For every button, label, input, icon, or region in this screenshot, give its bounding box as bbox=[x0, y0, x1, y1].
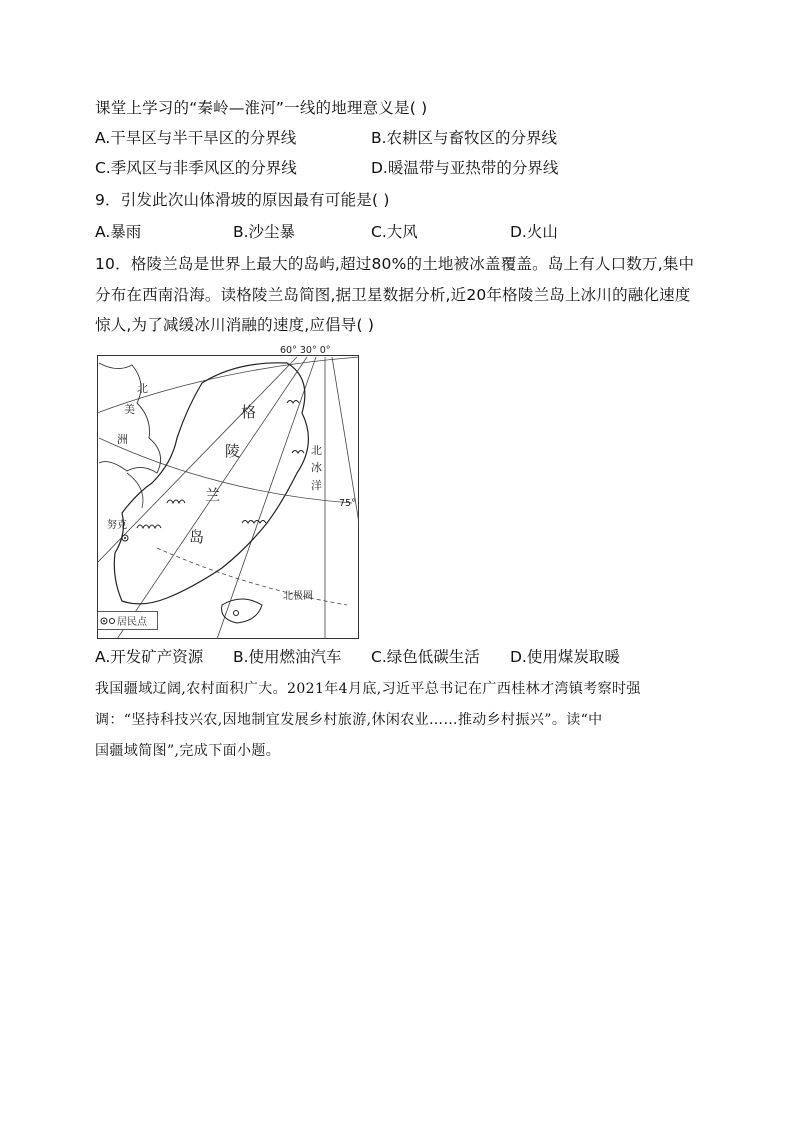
legend-label: 居民点 bbox=[117, 617, 147, 628]
label-nuuk: 努克 bbox=[107, 520, 127, 531]
q10-option-c: C.绿色低碳生活 bbox=[371, 648, 480, 666]
label-north-america-1: 北 bbox=[137, 382, 148, 395]
q10-stem-line2: 分布在西南沿海。读格陵兰岛简图,据卫星数据分析,近20年格陵兰岛上冰川的融化速度 bbox=[95, 286, 691, 304]
q10-option-b: B.使用燃油汽车 bbox=[233, 648, 342, 666]
label-north-america-3: 洲 bbox=[117, 433, 128, 446]
latitude-label-75: 75° bbox=[339, 498, 356, 509]
label-greenland-4: 岛 bbox=[189, 528, 205, 546]
label-arctic-ocean-2: 冰 bbox=[311, 461, 322, 474]
q8-option-a: A.干旱区与半干旱区的分界线 bbox=[95, 129, 297, 147]
q10-stem-line1: 10．格陵兰岛是世界上最大的岛屿,超过80%的土地被冰盖覆盖。岛上有人口数万,集中 bbox=[95, 255, 695, 273]
q10-option-d: D.使用煤炭取暖 bbox=[510, 648, 620, 666]
passage-line2: 调：“坚持科技兴农,因地制宜发展乡村旅游,休闲农业……推动乡村振兴”。读“中 bbox=[95, 712, 603, 728]
passage-line3: 国疆域简图”,完成下面小题。 bbox=[95, 743, 281, 759]
label-north-america-2: 美 bbox=[124, 403, 135, 416]
q9-option-a: A.暴雨 bbox=[95, 223, 142, 241]
longitude-labels: 60° 30° 0° bbox=[280, 345, 331, 356]
q8-option-d: D.暖温带与亚热带的分界线 bbox=[371, 159, 559, 177]
label-greenland-3: 兰 bbox=[205, 486, 221, 504]
q9-option-b: B.沙尘暴 bbox=[233, 223, 296, 241]
q8-stem: 课堂上学习的“秦岭—淮河”一线的地理意义是( ) bbox=[95, 99, 428, 117]
label-greenland-2: 陵 bbox=[225, 442, 241, 460]
label-arctic-circle: 北极圈 bbox=[283, 591, 313, 602]
greenland-map bbox=[97, 343, 359, 639]
q9-option-d: D.火山 bbox=[510, 223, 558, 241]
label-arctic-ocean-3: 洋 bbox=[311, 479, 322, 492]
label-greenland-1: 格 bbox=[241, 403, 257, 421]
q8-option-b: B.农耕区与畜牧区的分界线 bbox=[371, 129, 558, 147]
q9-stem: 9．引发此次山体滑坡的原因最有可能是( ) bbox=[95, 191, 390, 209]
q10-option-a: A.开发矿产资源 bbox=[95, 648, 204, 666]
passage-line1: 我国疆域辽阔,农村面积广大。2021年4月底,习近平总书记在广西桂林才湾镇考察时强 bbox=[95, 681, 641, 697]
q9-option-c: C.大风 bbox=[371, 223, 418, 241]
label-arctic-ocean-1: 北 bbox=[311, 444, 322, 457]
q10-stem-line3: 惊人,为了减缓冰川消融的速度,应倡导( ) bbox=[95, 316, 375, 334]
q8-option-c: C.季风区与非季风区的分界线 bbox=[95, 159, 297, 177]
